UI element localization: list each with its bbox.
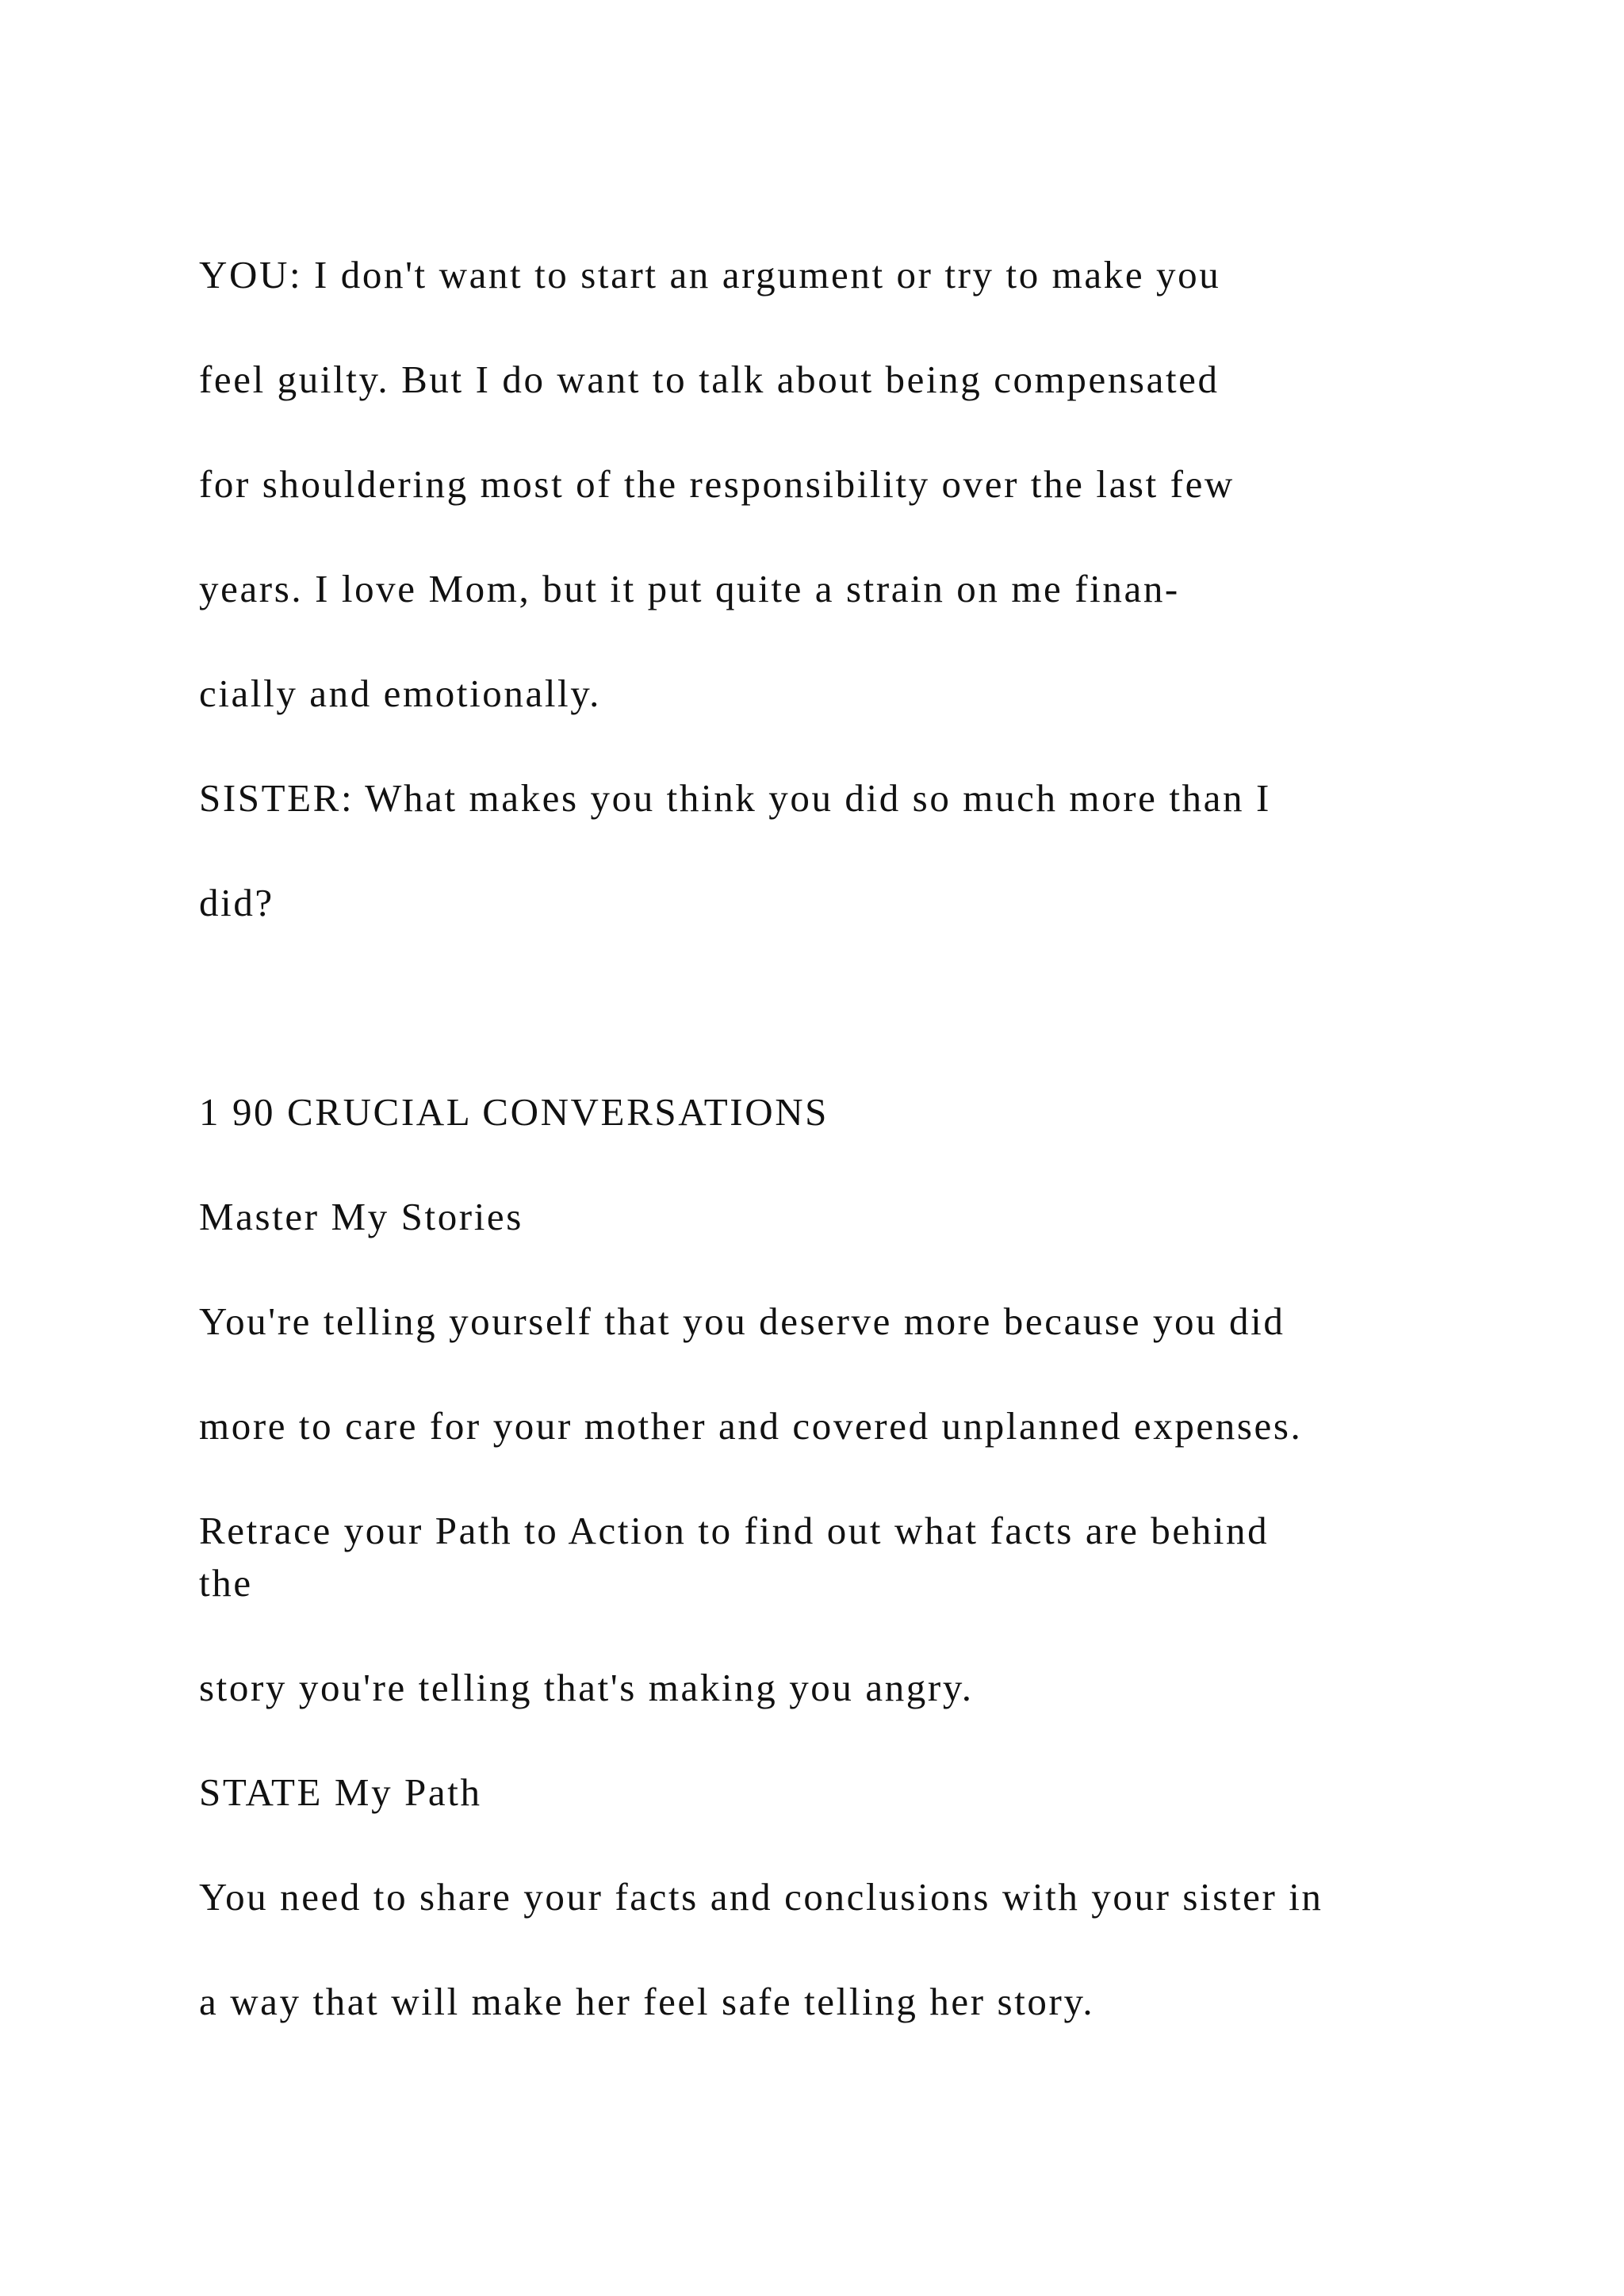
section-body-line: Retrace your Path to Action to find out what facts are behind xyxy=(199,1509,1270,1552)
section-body-line: story you're telling that's making you angry. xyxy=(199,1666,974,1709)
section-heading-state-my-path: STATE My Path xyxy=(199,1770,482,1814)
dialogue-line: YOU: I don't want to start an argument or try to make you xyxy=(199,253,1221,297)
dialogue-line: SISTER: What makes you think you did so much more than I xyxy=(199,776,1271,820)
section-body-line: the xyxy=(199,1561,253,1605)
dialogue-line: years. I love Mom, but it put quite a strain on me finan- xyxy=(199,567,1180,610)
section-body-line: a way that will make her feel safe telling her story. xyxy=(199,1980,1095,2023)
section-body-line: more to care for your mother and covered unplanned expenses. xyxy=(199,1404,1303,1448)
dialogue-line: cially and emotionally. xyxy=(199,672,602,715)
dialogue-line: did? xyxy=(199,881,274,924)
running-header: 1 90 CRUCIAL CONVERSATIONS xyxy=(199,1090,829,1134)
section-heading-master-my-stories: Master My Stories xyxy=(199,1195,523,1238)
section-body-line: You're telling yourself that you deserve more because you did xyxy=(199,1299,1285,1343)
section-body-line: You need to share your facts and conclusions with your sister in xyxy=(199,1875,1323,1919)
dialogue-line: feel guilty. But I do want to talk about being compensated xyxy=(199,358,1220,401)
dialogue-line: for shouldering most of the responsibility over the last few xyxy=(199,462,1235,506)
